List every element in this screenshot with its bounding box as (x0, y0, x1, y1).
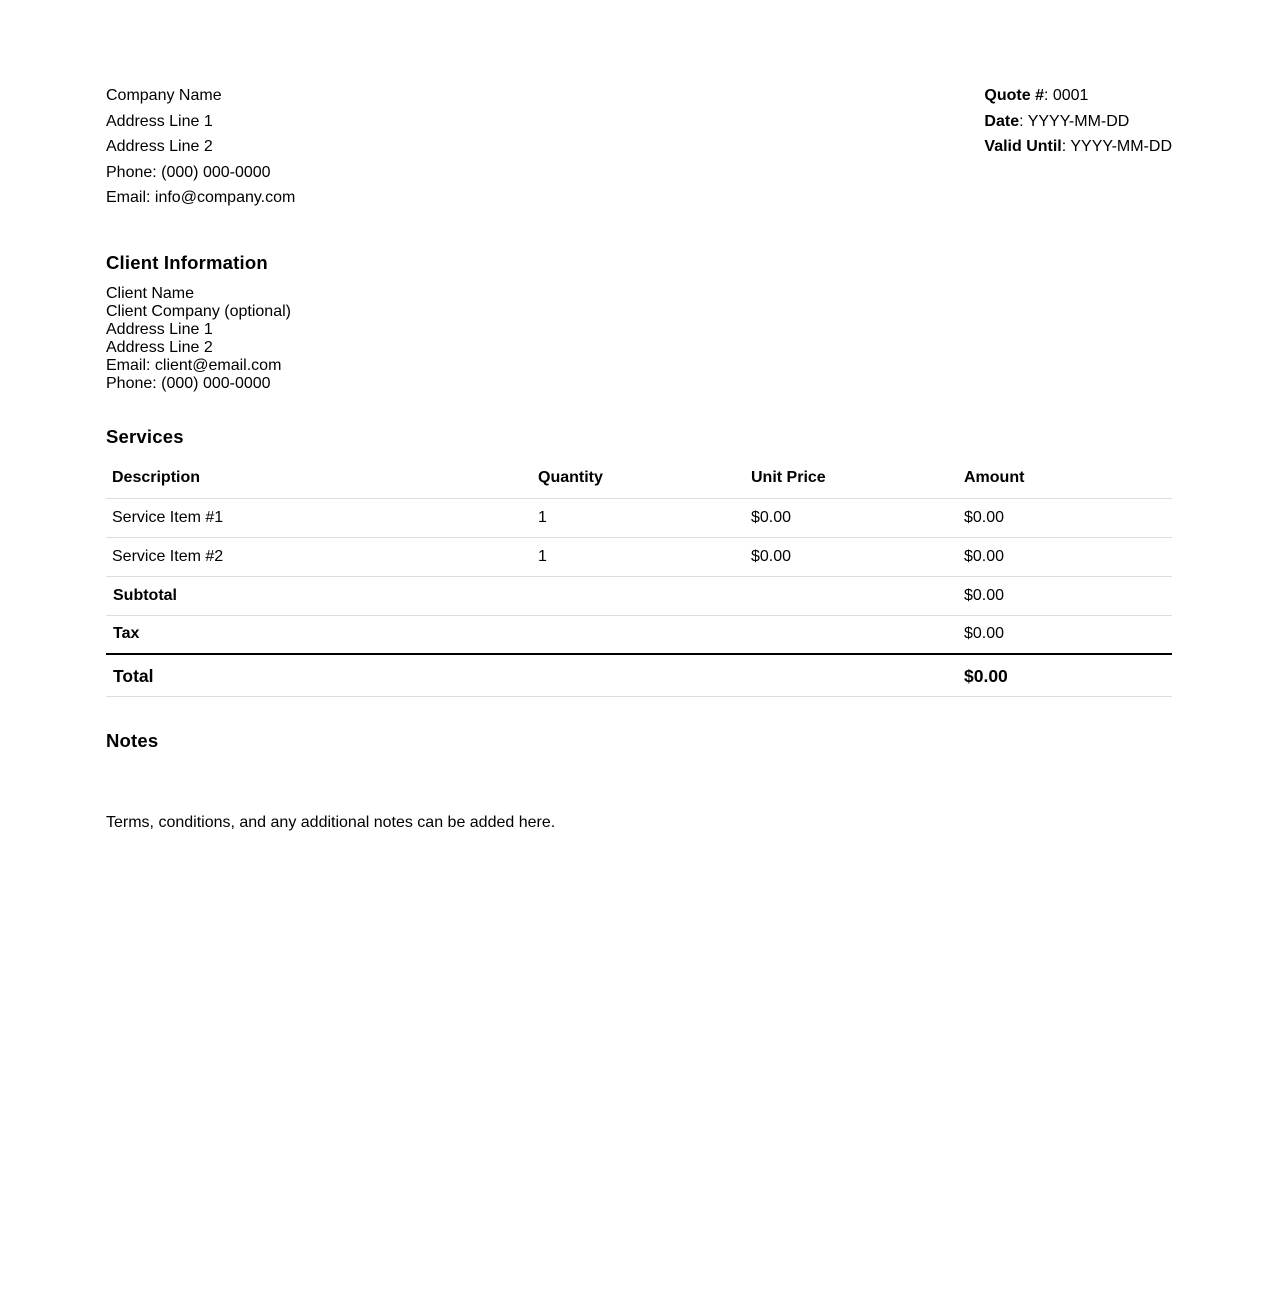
quote-valid-until (984, 137, 1172, 163)
row-quantity: 1 (532, 498, 745, 537)
quote-date-label: Date (984, 112, 1020, 130)
row-unit-price: $0.00 (745, 498, 958, 537)
total-row (106, 654, 1172, 696)
table-row (106, 498, 1172, 537)
client-email: Email: client@email.com (106, 357, 282, 374)
quote-date-value: : YYYY-MM-DD (1019, 112, 1130, 130)
client-name: Client Name (106, 285, 195, 302)
company-address-line-2: Address Line 2 (106, 138, 213, 155)
quote-number (984, 86, 1172, 112)
subtotal-value: $0.00 (958, 576, 1172, 615)
client-address-line-2: Address Line 2 (106, 339, 213, 356)
client-info (106, 285, 291, 393)
table-header-row (106, 459, 1172, 498)
quote-number-label: Quote # (984, 87, 1044, 104)
notes-text: Terms, conditions, and any additional notes can be added here. (106, 814, 556, 831)
services-heading: Services (106, 426, 184, 447)
company-address-line-1: Address Line 1 (106, 112, 213, 130)
tax-label: Tax (106, 615, 958, 654)
column-header-description: Description (106, 459, 532, 498)
row-amount: $0.00 (958, 498, 1172, 537)
subtotal-row (106, 576, 1172, 615)
company-phone: Phone: (000) 000-0000 (106, 163, 271, 181)
column-header-quantity: Quantity (532, 459, 745, 498)
subtotal-label: Subtotal (106, 576, 958, 615)
quote-valid-label: Valid Until (984, 138, 1062, 155)
quote-date (984, 112, 1172, 138)
column-header-amount: Amount (958, 459, 1172, 498)
tax-value: $0.00 (958, 615, 1172, 654)
column-header-unit-price: Unit Price (745, 459, 958, 498)
table-row (106, 537, 1172, 576)
company-name: Company Name (106, 87, 222, 104)
tax-row (106, 615, 1172, 654)
company-info (106, 86, 295, 214)
row-description: Service Item #1 (106, 498, 532, 537)
row-quantity: 1 (532, 537, 745, 576)
client-phone: Phone: (000) 000-0000 (106, 375, 271, 392)
quote-meta (984, 86, 1172, 163)
quote-number-value: : 0001 (1043, 87, 1089, 104)
row-unit-price: $0.00 (745, 537, 958, 576)
row-description: Service Item #2 (106, 537, 532, 576)
company-email: Email: info@company.com (106, 189, 296, 206)
services-table (106, 459, 1172, 697)
client-company: Client Company (optional) (106, 303, 291, 320)
quote-header (106, 86, 1172, 216)
client-address-line-1: Address Line 1 (106, 321, 213, 338)
notes-heading: Notes (106, 730, 159, 751)
quote-valid-value: : YYYY-MM-DD (1061, 138, 1172, 155)
client-information-heading: Client Information (106, 252, 268, 273)
total-value: $0.00 (958, 654, 1172, 696)
row-amount: $0.00 (958, 537, 1172, 576)
total-label: Total (106, 654, 958, 696)
